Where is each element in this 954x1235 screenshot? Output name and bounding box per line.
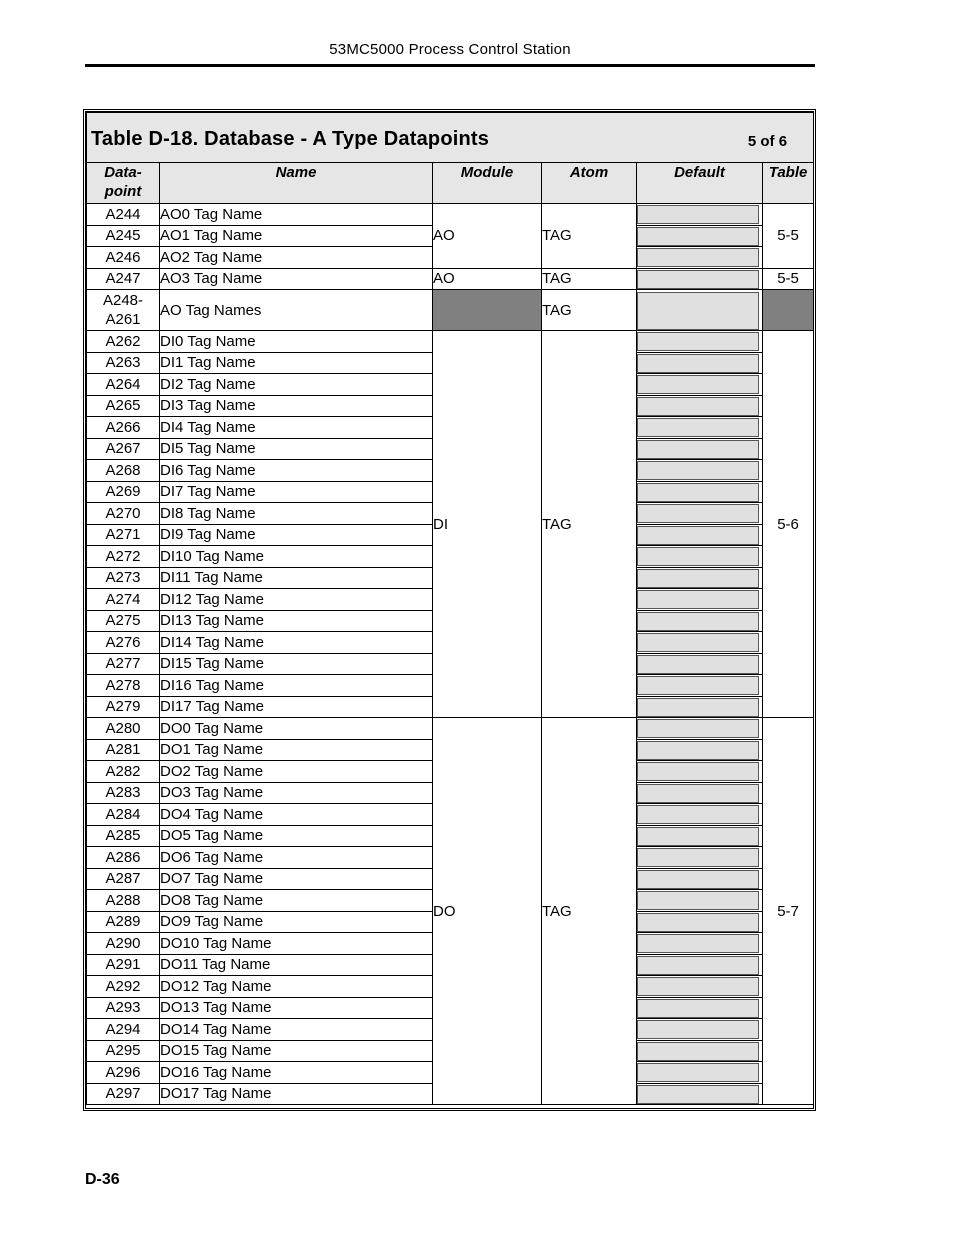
default-cell <box>637 374 763 396</box>
default-cell <box>637 589 763 611</box>
datapoint-cell: A292 <box>87 976 160 998</box>
tag-name-cell: DI17 Tag Name <box>160 696 433 718</box>
default-entry-box[interactable] <box>637 332 759 351</box>
default-entry-box[interactable] <box>637 248 759 267</box>
atom-cell: TAG <box>542 331 637 718</box>
tag-name-cell: DO14 Tag Name <box>160 1019 433 1041</box>
document-title: 53MC5000 Process Control Station <box>329 41 571 58</box>
datapoint-cell: A246 <box>87 247 160 269</box>
default-entry-box[interactable] <box>637 698 759 717</box>
table-title-row <box>87 113 814 163</box>
table-row <box>87 331 814 353</box>
default-entry-box[interactable] <box>637 418 759 437</box>
default-cell <box>637 417 763 439</box>
tag-name-cell: DI6 Tag Name <box>160 460 433 482</box>
datapoint-cell: A293 <box>87 997 160 1019</box>
default-cell <box>637 225 763 247</box>
default-cell <box>637 997 763 1019</box>
tag-name-cell: DI4 Tag Name <box>160 417 433 439</box>
default-entry-box[interactable] <box>637 741 759 760</box>
datapoint-cell: A270 <box>87 503 160 525</box>
tag-name-cell: DI15 Tag Name <box>160 653 433 675</box>
tag-name-cell: DI5 Tag Name <box>160 438 433 460</box>
tag-name-cell: DO6 Tag Name <box>160 847 433 869</box>
datapoint-cell: A296 <box>87 1062 160 1084</box>
tag-name-cell: DO12 Tag Name <box>160 976 433 998</box>
tag-name-cell: DO10 Tag Name <box>160 933 433 955</box>
tag-name-cell: AO3 Tag Name <box>160 268 433 290</box>
table-body <box>87 204 814 1105</box>
default-entry-box[interactable] <box>637 270 759 289</box>
default-entry-box[interactable] <box>637 676 759 695</box>
datapoint-cell: A280 <box>87 718 160 740</box>
tag-name-cell: DO1 Tag Name <box>160 739 433 761</box>
tag-name-cell: AO1 Tag Name <box>160 225 433 247</box>
tag-name-cell: DO2 Tag Name <box>160 761 433 783</box>
tag-name-cell: DO5 Tag Name <box>160 825 433 847</box>
tag-name-cell: DI8 Tag Name <box>160 503 433 525</box>
tag-name-cell: DO0 Tag Name <box>160 718 433 740</box>
datapoint-cell: A283 <box>87 782 160 804</box>
default-entry-box[interactable] <box>637 292 759 330</box>
default-cell <box>637 675 763 697</box>
default-cell <box>637 524 763 546</box>
default-entry-box[interactable] <box>637 354 759 373</box>
module-cell: AO <box>433 204 542 269</box>
default-entry-box[interactable] <box>637 397 759 416</box>
default-entry-box[interactable] <box>637 227 759 246</box>
default-entry-box[interactable] <box>637 483 759 502</box>
tag-name-cell: DO4 Tag Name <box>160 804 433 826</box>
tag-name-cell: DI7 Tag Name <box>160 481 433 503</box>
datapoint-cell: A295 <box>87 1040 160 1062</box>
default-entry-box[interactable] <box>637 977 759 996</box>
datapoint-cell: A288 <box>87 890 160 912</box>
default-cell <box>637 546 763 568</box>
default-cell <box>637 632 763 654</box>
table-ref-cell: 5-6 <box>763 331 814 718</box>
tag-name-cell: DI9 Tag Name <box>160 524 433 546</box>
datapoint-range-start: A248- <box>102 292 144 309</box>
default-entry-box[interactable] <box>637 633 759 652</box>
default-entry-box[interactable] <box>637 848 759 867</box>
default-cell <box>637 761 763 783</box>
datapoint-cell: A297 <box>87 1083 160 1105</box>
tag-name-cell: DO15 Tag Name <box>160 1040 433 1062</box>
default-entry-box[interactable] <box>637 827 759 846</box>
page-header <box>85 38 815 67</box>
default-entry-box[interactable] <box>637 784 759 803</box>
datapoint-cell: A291 <box>87 954 160 976</box>
default-entry-box[interactable] <box>637 1020 759 1039</box>
default-entry-box[interactable] <box>637 956 759 975</box>
default-cell <box>637 481 763 503</box>
default-entry-box[interactable] <box>637 205 759 224</box>
default-entry-box[interactable] <box>637 1085 759 1104</box>
default-entry-box[interactable] <box>637 1063 759 1082</box>
datapoint-table <box>86 112 814 1105</box>
default-entry-box[interactable] <box>637 590 759 609</box>
default-cell <box>637 804 763 826</box>
default-cell <box>637 1040 763 1062</box>
default-entry-box[interactable] <box>637 569 759 588</box>
default-cell <box>637 868 763 890</box>
col-header-datapoint-line2: point <box>104 183 142 200</box>
default-cell <box>637 395 763 417</box>
default-cell <box>637 933 763 955</box>
column-header-row <box>87 163 814 204</box>
datapoint-cell: A272 <box>87 546 160 568</box>
datapoint-cell: A275 <box>87 610 160 632</box>
datapoint-cell: A284 <box>87 804 160 826</box>
table-ref-cell: 5-7 <box>763 718 814 1105</box>
tag-name-cell: AO0 Tag Name <box>160 204 433 226</box>
default-cell <box>637 331 763 353</box>
tag-name-cell: DO17 Tag Name <box>160 1083 433 1105</box>
datapoint-cell: A245 <box>87 225 160 247</box>
tag-name-cell: AO2 Tag Name <box>160 247 433 269</box>
default-entry-box[interactable] <box>637 913 759 932</box>
datapoint-cell: A276 <box>87 632 160 654</box>
tag-name-cell: DO11 Tag Name <box>160 954 433 976</box>
default-entry-box[interactable] <box>637 934 759 953</box>
datapoint-cell: A244 <box>87 204 160 226</box>
default-cell <box>637 268 763 290</box>
default-entry-box[interactable] <box>637 612 759 631</box>
table-ref-cell <box>763 290 814 331</box>
datapoint-cell: A285 <box>87 825 160 847</box>
default-entry-box[interactable] <box>637 504 759 523</box>
module-cell <box>433 290 542 331</box>
default-cell <box>637 847 763 869</box>
datapoint-cell: A287 <box>87 868 160 890</box>
datapoint-cell: A273 <box>87 567 160 589</box>
datapoint-cell: A263 <box>87 352 160 374</box>
col-header-name: Name <box>160 163 433 204</box>
atom-cell: TAG <box>542 268 637 290</box>
tag-name-cell: DO9 Tag Name <box>160 911 433 933</box>
table-title: Table D-18. Database - A Type Datapoints <box>91 128 490 150</box>
datapoint-cell: A278 <box>87 675 160 697</box>
datapoint-cell: A262 <box>87 331 160 353</box>
default-entry-box[interactable] <box>637 719 759 738</box>
table-row <box>87 268 814 290</box>
default-cell <box>637 290 763 331</box>
col-header-module: Module <box>433 163 542 204</box>
module-cell: DO <box>433 718 542 1105</box>
datapoint-cell: A294 <box>87 1019 160 1041</box>
default-entry-box[interactable] <box>637 1042 759 1061</box>
atom-cell: TAG <box>542 204 637 269</box>
datapoint-cell: A269 <box>87 481 160 503</box>
default-cell <box>637 610 763 632</box>
default-cell <box>637 890 763 912</box>
col-header-atom: Atom <box>542 163 637 204</box>
datapoint-cell: A247 <box>87 268 160 290</box>
datapoint-cell: A271 <box>87 524 160 546</box>
datapoint-cell <box>87 290 160 331</box>
default-cell <box>637 247 763 269</box>
table-row <box>87 204 814 226</box>
datapoint-cell: A267 <box>87 438 160 460</box>
tag-name-cell: AO Tag Names <box>160 290 433 331</box>
datapoint-cell: A286 <box>87 847 160 869</box>
datapoint-cell: A268 <box>87 460 160 482</box>
default-entry-box[interactable] <box>637 805 759 824</box>
tag-name-cell: DI0 Tag Name <box>160 331 433 353</box>
datapoint-cell: A290 <box>87 933 160 955</box>
default-entry-box[interactable] <box>637 375 759 394</box>
default-cell <box>637 1019 763 1041</box>
table-row <box>87 290 814 331</box>
default-entry-box[interactable] <box>637 461 759 480</box>
datapoint-cell: A281 <box>87 739 160 761</box>
module-cell: DI <box>433 331 542 718</box>
datapoint-cell: A274 <box>87 589 160 611</box>
default-entry-box[interactable] <box>637 870 759 889</box>
default-cell <box>637 782 763 804</box>
page-number: D-36 <box>85 1171 120 1188</box>
table-row <box>87 718 814 740</box>
col-header-table: Table <box>763 163 814 204</box>
module-cell: AO <box>433 268 542 290</box>
table-page-indicator: 5 of 6 <box>747 133 788 150</box>
datapoint-cell: A266 <box>87 417 160 439</box>
col-header-datapoint <box>87 163 160 204</box>
default-cell <box>637 739 763 761</box>
tag-name-cell: DI13 Tag Name <box>160 610 433 632</box>
datapoint-table-frame <box>85 111 814 1109</box>
tag-name-cell: DO3 Tag Name <box>160 782 433 804</box>
tag-name-cell: DO7 Tag Name <box>160 868 433 890</box>
tag-name-cell: DI10 Tag Name <box>160 546 433 568</box>
table-ref-cell: 5-5 <box>763 204 814 269</box>
default-cell <box>637 718 763 740</box>
default-cell <box>637 1083 763 1105</box>
atom-cell: TAG <box>542 290 637 331</box>
atom-cell: TAG <box>542 718 637 1105</box>
default-cell <box>637 911 763 933</box>
tag-name-cell: DI14 Tag Name <box>160 632 433 654</box>
tag-name-cell: DI1 Tag Name <box>160 352 433 374</box>
table-ref-cell: 5-5 <box>763 268 814 290</box>
default-cell <box>637 976 763 998</box>
datapoint-cell: A264 <box>87 374 160 396</box>
tag-name-cell: DI12 Tag Name <box>160 589 433 611</box>
col-header-default: Default <box>637 163 763 204</box>
default-entry-box[interactable] <box>637 655 759 674</box>
default-entry-box[interactable] <box>637 891 759 910</box>
col-header-datapoint-line1: Data- <box>104 164 142 181</box>
default-cell <box>637 954 763 976</box>
tag-name-cell: DI16 Tag Name <box>160 675 433 697</box>
tag-name-cell: DO8 Tag Name <box>160 890 433 912</box>
tag-name-cell: DI3 Tag Name <box>160 395 433 417</box>
default-cell <box>637 438 763 460</box>
default-entry-box[interactable] <box>637 440 759 459</box>
datapoint-cell: A282 <box>87 761 160 783</box>
tag-name-cell: DO16 Tag Name <box>160 1062 433 1084</box>
datapoint-cell: A265 <box>87 395 160 417</box>
default-cell <box>637 204 763 226</box>
datapoint-cell: A289 <box>87 911 160 933</box>
default-cell <box>637 352 763 374</box>
default-entry-box[interactable] <box>637 526 759 545</box>
default-cell <box>637 653 763 675</box>
default-cell <box>637 460 763 482</box>
datapoint-cell: A279 <box>87 696 160 718</box>
datapoint-range-end: A261 <box>105 311 141 328</box>
tag-name-cell: DO13 Tag Name <box>160 997 433 1019</box>
default-entry-box[interactable] <box>637 999 759 1018</box>
default-cell <box>637 696 763 718</box>
default-cell <box>637 825 763 847</box>
default-entry-box[interactable] <box>637 547 759 566</box>
default-cell <box>637 1062 763 1084</box>
datapoint-cell: A277 <box>87 653 160 675</box>
tag-name-cell: DI2 Tag Name <box>160 374 433 396</box>
default-entry-box[interactable] <box>637 762 759 781</box>
tag-name-cell: DI11 Tag Name <box>160 567 433 589</box>
default-cell <box>637 503 763 525</box>
default-cell <box>637 567 763 589</box>
